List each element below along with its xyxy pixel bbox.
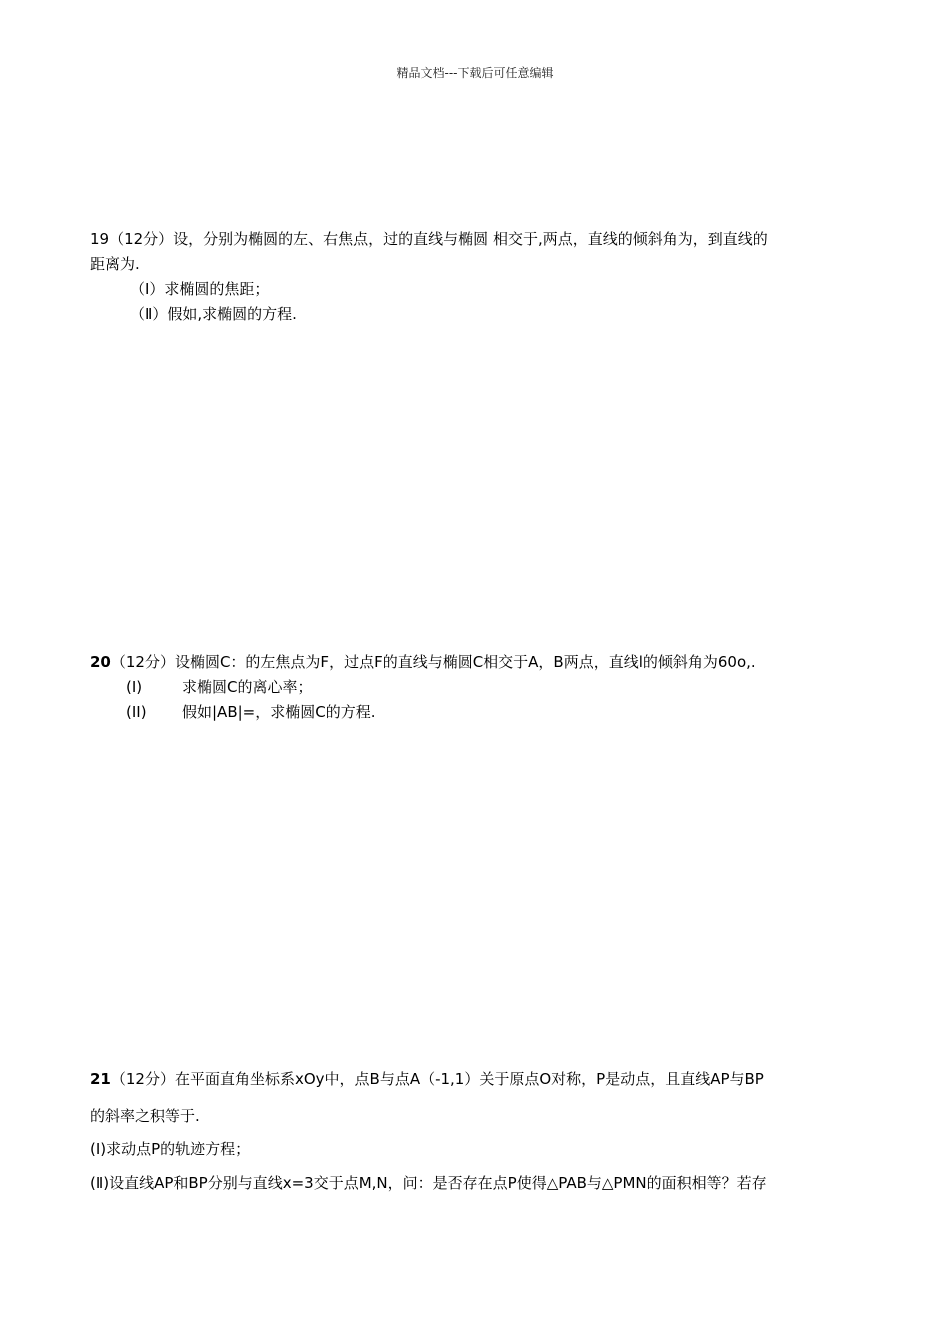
q20-part1 [126,677,312,697]
q20-part1-label: (I) [126,678,143,696]
q19-line2: 距离为. [90,255,140,273]
q19-part1: （Ⅰ）求椭圆的焦距； [130,280,270,298]
q20-number: 20 [90,653,111,671]
q20-line1 [90,652,756,672]
q20-text: （12分）设椭圆C：的左焦点为F，过点F的直线与椭圆C相交于A，B两点，直线l的倾斜角为60o,. [110,653,756,671]
q20-part1-text: 求椭圆C的离心率； [182,678,313,696]
q19-number: 19 [90,230,110,248]
q21-line1 [90,1069,764,1089]
q21-text: （12分）在平面直角坐标系xOy中，点B与点A（-1,1）关于原点O对称，P是动点，且直线AP与BP [110,1070,764,1088]
q20-part2-label: (II) [126,703,147,721]
q21-number: 21 [90,1070,111,1088]
q21-part2: (Ⅱ)设直线AP和BP分别与直线x=3交于点M,N，问：是否存在点P使得△PAB与△PMN的面积相等？若存 [90,1174,767,1192]
q21-part1: (Ⅰ)求动点P的轨迹方程； [90,1140,251,1158]
q20-part2-text: 假如|AB|=，求椭圆C的方程. [182,703,376,721]
q19-line1 [90,229,768,249]
q20-part2 [126,702,375,722]
page-header: 精品文档---下载后可任意编辑 [396,66,554,80]
q19-part2: （Ⅱ）假如,求椭圆的方程. [130,305,297,323]
q19-text: （12分）设，分别为椭圆的左、右焦点，过的直线与椭圆 相交于,两点，直线的倾斜角为，到直线的 [109,230,768,248]
q21-line2: 的斜率之积等于. [90,1107,200,1125]
